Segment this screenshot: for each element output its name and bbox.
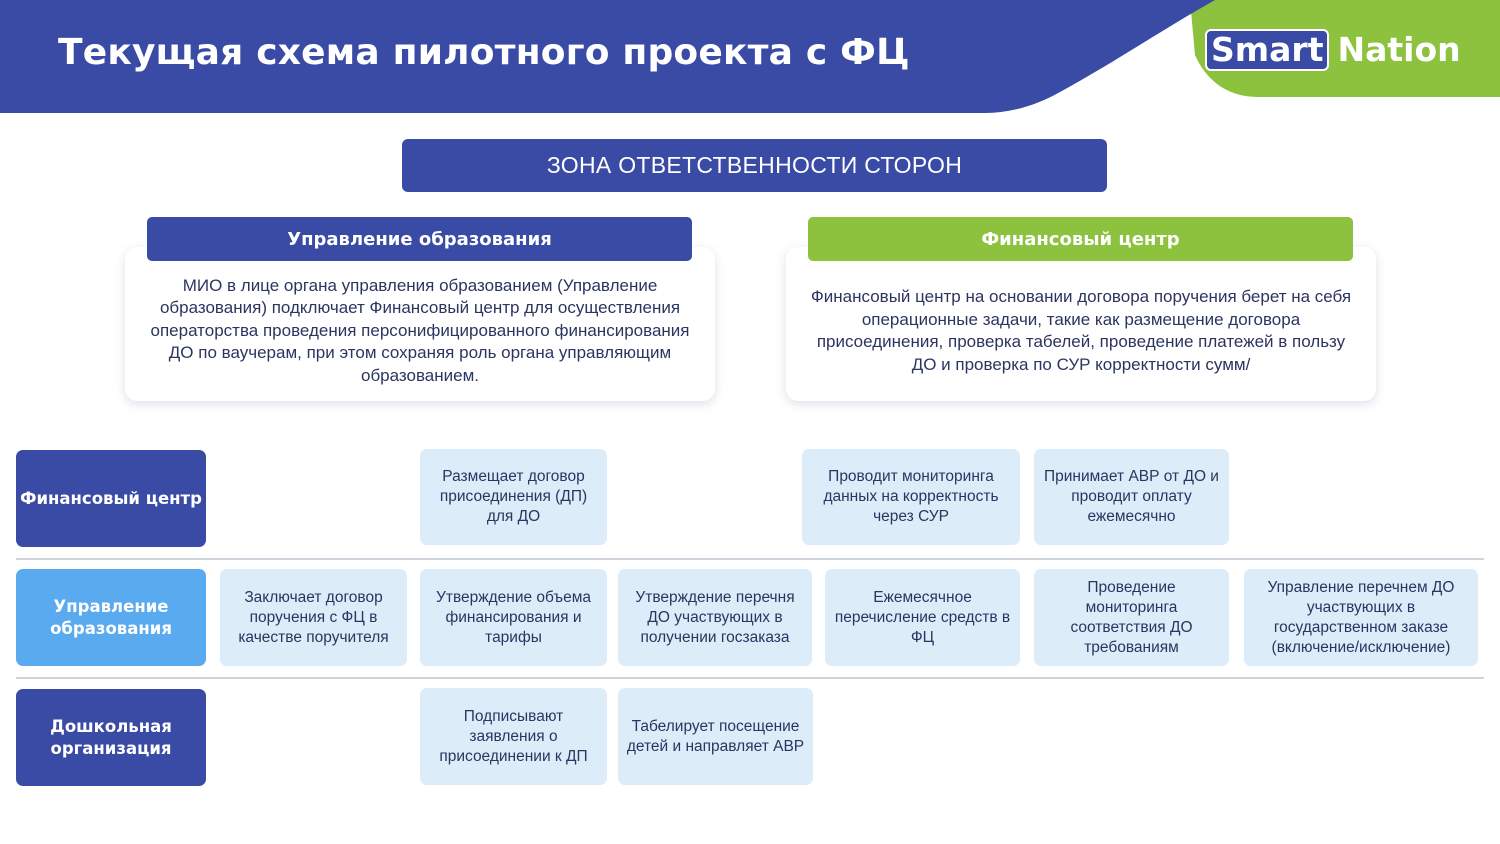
task-finance-3: Принимает АВР от ДО и проводит оплату ежемесячно: [1034, 449, 1229, 545]
logo-box-text: Smart: [1205, 29, 1329, 71]
row-label-finance: Финансовый центр: [16, 450, 206, 547]
smartnation-logo: [1205, 28, 1461, 72]
finance-title: Финансовый центр: [808, 217, 1353, 261]
task-education-6: Управление перечнем ДО участвующих в государственном заказе (включение/исключение): [1244, 569, 1478, 666]
logo-text: Nation: [1337, 30, 1461, 69]
task-finance-2: Проводит мониторинга данных на корректность через СУР: [802, 449, 1020, 545]
education-description-card: [125, 247, 715, 401]
task-finance-1: Размещает договор присоединения (ДП) для ДО: [420, 449, 607, 545]
row-label-education: Управление образования: [16, 569, 206, 666]
zone-banner: ЗОНА ОТВЕТСТВЕННОСТИ СТОРОН: [402, 139, 1107, 192]
page-title: Текущая схема пилотного проекта с ФЦ: [58, 32, 910, 73]
finance-description: Финансовый центр на основании договора поручения берет на себя операционные задачи, такие как размещение договора присоединения, проверка табелей, проведение платежей в пользу ДО и проверка по СУР корректности сумм/: [810, 287, 1352, 374]
task-education-3: Утверждение перечня ДО участвующих в получении госзаказа: [618, 569, 812, 666]
row-divider: [16, 677, 1484, 679]
task-education-4: Ежемесячное перечисление средств в ФЦ: [825, 569, 1020, 666]
education-description: МИО в лице органа управления образованием (Управление образования) подключает Финансовый центр для осуществления операторства проведения персонифицированного финансирования ДО по ваучерам, при этом сохраняя роль органа управляющим образованием.: [150, 275, 690, 385]
education-title: Управление образования: [147, 217, 692, 261]
row-divider: [16, 558, 1484, 560]
row-label-preschool: Дошкольная организация: [16, 689, 206, 786]
task-education-5: Проведение мониторинга соответствия ДО требованиям: [1034, 569, 1229, 666]
task-preschool-1: Подписывают заявления о присоединении к ДП: [420, 688, 607, 785]
task-preschool-2: Табелирует посещение детей и направляет АВР: [618, 688, 813, 785]
task-education-1: Заключает договор поручения с ФЦ в качестве поручителя: [220, 569, 407, 666]
finance-description-card: [786, 247, 1376, 401]
task-education-2: Утверждение объема финансирования и тарифы: [420, 569, 607, 666]
